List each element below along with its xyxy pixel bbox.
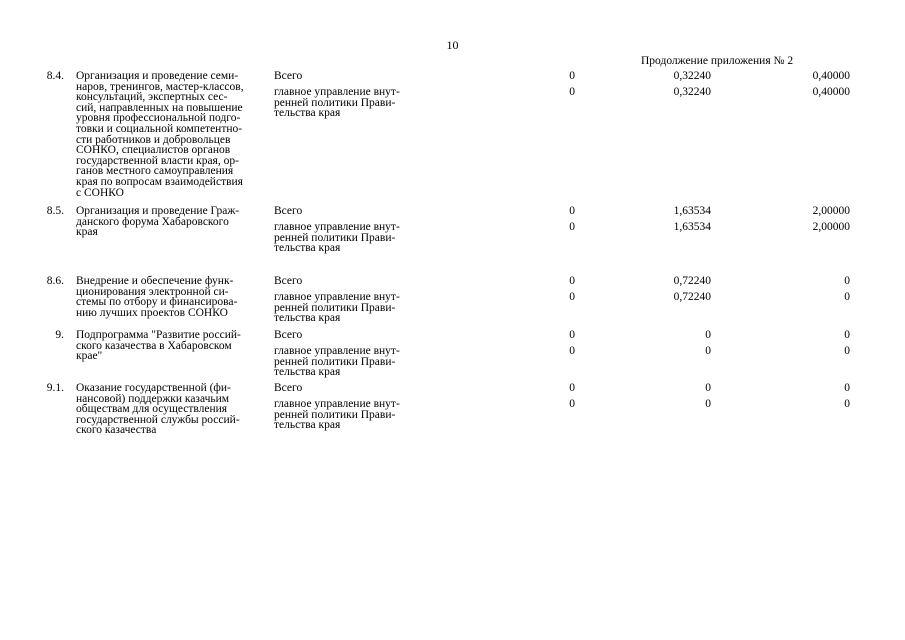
dept-value-2: 0	[705, 398, 711, 410]
dept-value-3: 0,40000	[812, 86, 850, 98]
total-value-2: 1,63534	[673, 205, 711, 217]
total-value-3: 0	[844, 329, 850, 341]
row-number: 8.6.	[46, 275, 64, 287]
total-value-2: 0	[705, 382, 711, 394]
total-value-3: 0	[844, 382, 850, 394]
row-number: 9.	[55, 329, 64, 341]
total-value-1: 0	[569, 382, 575, 394]
department-label: главное управление внут- ренней политики Прави- тельства края	[274, 398, 400, 432]
total-value-1: 0	[569, 329, 575, 341]
total-value-2: 0,72240	[673, 275, 711, 287]
dept-value-2: 0,32240	[673, 86, 711, 98]
row-number: 9.1.	[46, 382, 64, 394]
total-value-3: 2,00000	[812, 205, 850, 217]
total-label: Всего	[274, 382, 303, 394]
continuation-label: Продолжение приложения № 2	[641, 55, 794, 67]
department-label: главное управление внут- ренней политики Прави- тельства края	[274, 345, 400, 379]
dept-value-3: 0	[844, 291, 850, 303]
total-value-1: 0	[569, 70, 575, 82]
row-number: 8.4.	[46, 70, 64, 82]
total-value-3: 0	[844, 275, 850, 287]
total-label: Всего	[274, 70, 303, 82]
row-title: Оказание государственной (фи- нансовой) поддержки казачьим обществам для осуществления государственной службы россий- ского казачества	[76, 382, 240, 437]
dept-value-1: 0	[569, 86, 575, 98]
dept-value-1: 0	[569, 221, 575, 233]
dept-value-2: 0,72240	[673, 291, 711, 303]
dept-value-1: 0	[569, 398, 575, 410]
total-value-1: 0	[569, 205, 575, 217]
department-label: главное управление внут- ренней политики Прави- тельства края	[274, 86, 400, 120]
row-title: Организация и проведение Граж- данского форума Хабаровского края	[76, 205, 240, 239]
department-label: главное управление внут- ренней политики Прави- тельства края	[274, 291, 400, 325]
total-value-3: 0,40000	[812, 70, 850, 82]
dept-value-3: 2,00000	[812, 221, 850, 233]
row-title: Подпрограмма "Развитие россий- ского казачества в Хабаровском крае"	[76, 329, 241, 363]
dept-value-2: 1,63534	[673, 221, 711, 233]
dept-value-3: 0	[844, 345, 850, 357]
page-number: 10	[446, 38, 459, 52]
row-title: Организация и проведение семи- наров, тренингов, мастер-классов, консультаций, экспертных сес- сий, направленных на повышение уровня профессиональной подго- товки и социальной компетентно- сти работников и добровольцев СОНКО, специалистов органов государственной власти края, ор- ганов местного самоуправления края по вопросам взаимодействия с СОНКО	[76, 70, 244, 199]
row-title: Внедрение и обеспечение функ- ционирования электронной си- стемы по отбору и финансирова- нию лучших проектов СОНКО	[76, 275, 238, 319]
dept-value-1: 0	[569, 291, 575, 303]
row-number: 8.5.	[46, 205, 64, 217]
dept-value-1: 0	[569, 345, 575, 357]
total-value-2: 0	[705, 329, 711, 341]
department-label: главное управление внут- ренней политики Прави- тельства края	[274, 221, 400, 255]
total-value-1: 0	[569, 275, 575, 287]
dept-value-2: 0	[705, 345, 711, 357]
total-label: Всего	[274, 329, 303, 341]
dept-value-3: 0	[844, 398, 850, 410]
total-label: Всего	[274, 275, 303, 287]
total-label: Всего	[274, 205, 303, 217]
total-value-2: 0,32240	[673, 70, 711, 82]
